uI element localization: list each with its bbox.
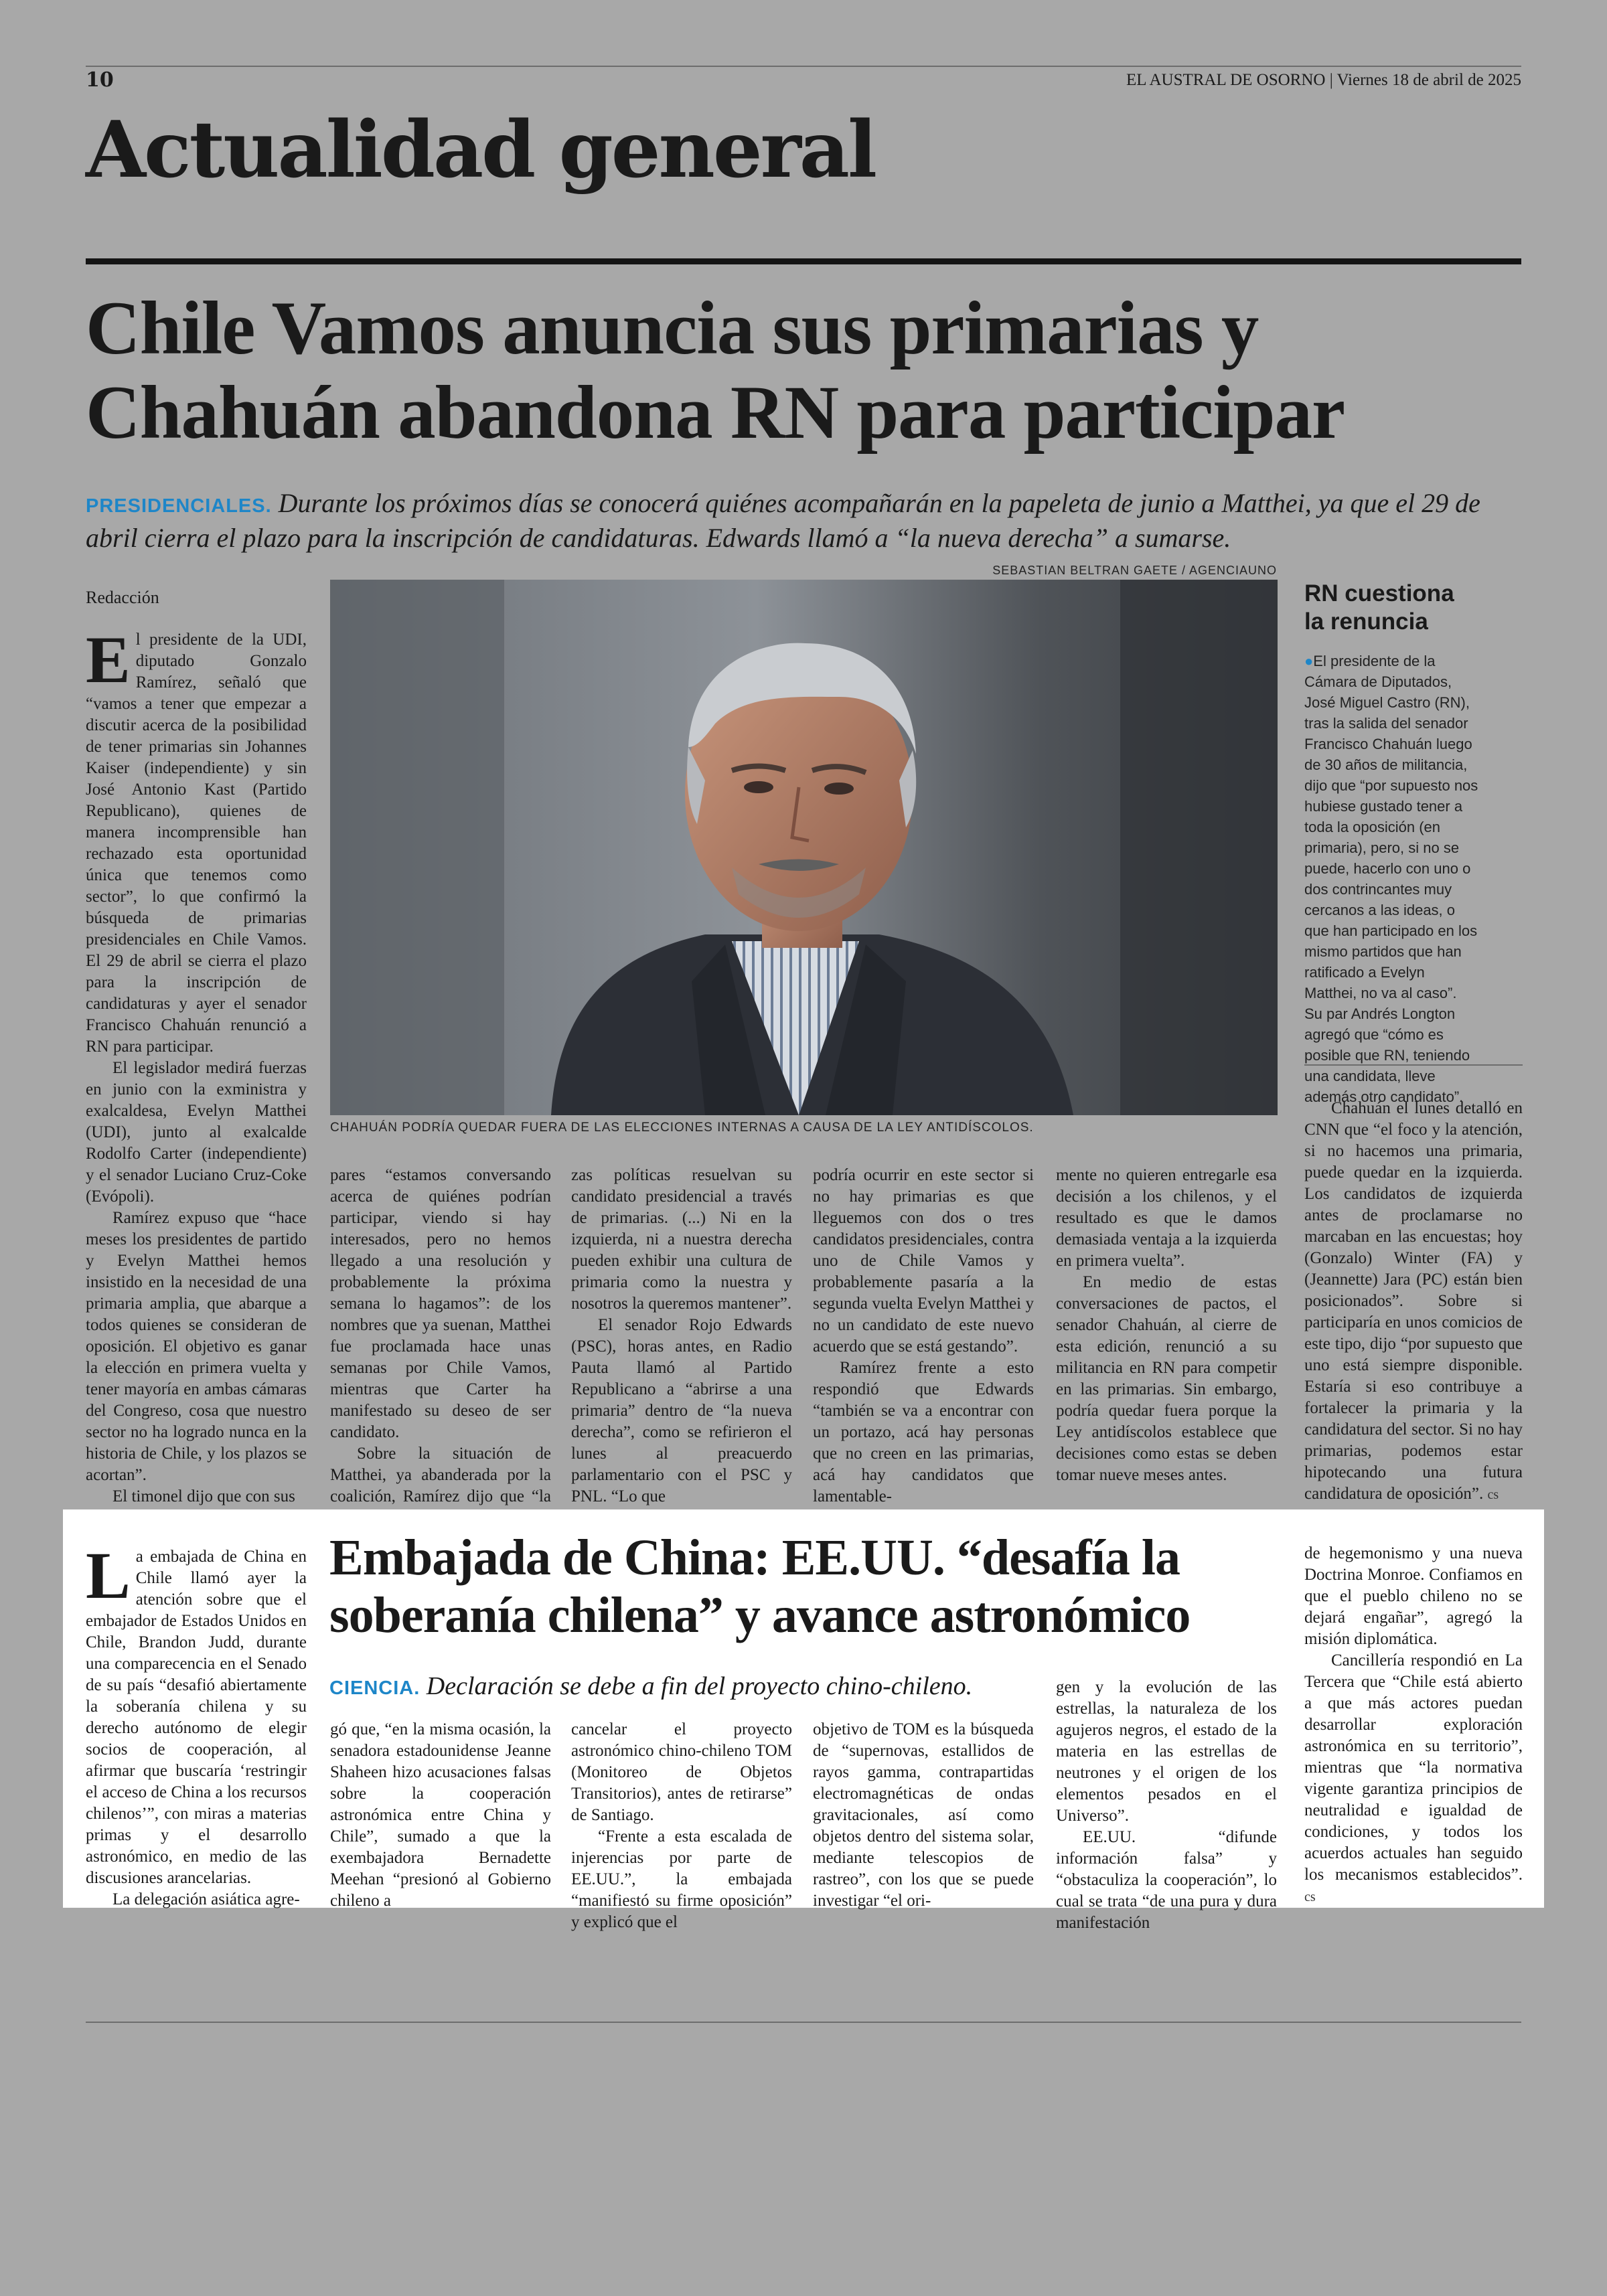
paragraph: mente no quieren entregarle esa decisión a los chilenos, y el resultado es que le damos demasiada ventaja a la izquierda en primera vuelta”.	[1056, 1166, 1277, 1270]
footer-rule	[86, 2022, 1521, 2023]
paragraph: l presidente de la UDI, diputado Gonzalo Ramírez, señaló que “vamos a tener que empezar a discutir acerca de la posibilidad de tener primarias sin Johannes Kaiser (independiente) y sin José Antonio Kast (Partido Republicano), quienes de manera incomprensible han rechazado esta oportunidad única que tenemos como sector”, lo que confirmó la búsqueda de primarias presidenciales en Chile Vamos. El 29 de abril se cierra el plazo para la inscripción de candidaturas y ayer el senador Francisco Chahuán renunció a RN para participar.	[86, 631, 307, 1056]
article-column-6	[1304, 1098, 1523, 1505]
page-number: 10	[86, 68, 114, 92]
byline: Redacción	[86, 588, 159, 607]
photo-chahuan	[330, 580, 1278, 1115]
article-deck	[86, 486, 1525, 556]
paragraph: Chahuán el lunes detalló en CNN que “el foco y la atención, si no hacemos una primaria, puede quedar en la izquierda. Los candidatos de izquierda antes de proclamarse no marcaban en las encuestas; hoy (Gonzalo) Winter (FA) y (Jeannette) Jara (PC) están bien posicionados”. Sobre si participaría en unos comicios de este tipo, dijo “por supuesto que uno está siempre disponible. Estaría si eso contribuye a fortalecer la primaria y la candidatura del sector. Si no hay primarias, podemos estar hipotecando una futura candidatura de oposición”. cs	[1304, 1099, 1523, 1503]
article-column-1	[86, 623, 307, 1507]
article-column-4	[813, 1165, 1034, 1507]
paragraph: gen y la evolución de las estrellas, la naturaleza de los agujeros negros, el estado de la materia en las estrellas de neutrones y el origen de los elementos pesados en el Universo”.	[1056, 1678, 1277, 1825]
section-title: Actualidad general	[86, 104, 876, 195]
china-column-4	[813, 1719, 1034, 1912]
drop-cap: L	[86, 1538, 131, 1613]
china-column-3	[571, 1719, 792, 1933]
china-column-1	[86, 1538, 307, 1910]
china-column-6	[1304, 1543, 1523, 1908]
drop-cap: E	[86, 623, 131, 697]
paragraph: cancelar el proyecto astronómico chino-chileno TOM (Monitoreo de Objetos Transitorios), antes de retirarse” de Santiago.	[571, 1720, 792, 1824]
sidebar-rule	[1304, 1064, 1523, 1066]
paragraph: “Frente a esta escalada de injerencias por parte de EE.UU.”, la embajada “manifiestó su firme oposición” y explicó que el	[571, 1827, 792, 1931]
deck-text: Durante los próximos días se conocerá quiénes acompañarán en la papeleta de junio a Matthei, ya que el 29 de abril cierra el plazo para la inscripción de candidaturas. Edwards llamó a “la nueva derecha” a sumarse.	[86, 488, 1480, 553]
paragraph: pares “estamos conversando acerca de quiénes podrían participar, viendo si hay interesados, pero no hemos llegado a una resolución y probablemente la próxima semana lo hagamos”: de los nombres que ya suenan, Matthei fue proclamada hace unas semanas por Chile Vamos, mientras que Carter ha manifestado su deseo de ser candidato.	[330, 1166, 551, 1441]
paragraph: Cancillería respondió en La Tercera que “Chile está abierto a que más actores puedan desarrollar exploración astronómica en su territorio”, mientras que “la normativa vigente garantiza principios de neutralidad e igualdad de condiciones, y todos los acuerdos actuales han seguido los mecanismos establecidos”. cs	[1304, 1651, 1523, 1904]
paragraph: Ramírez expuso que “hace meses los presidentes de partido y Evelyn Matthei hemos insistido en la necesidad de una primaria amplia, que abarque a todos quienes se consideran de oposición. El objetivo es ganar la elección en primera vuelta y tener mayoría en ambas cámaras del Congreso, cosa que nuestro sector no ha logrado nunca en la historia de Chile, y los plazos se acortan”.	[86, 1209, 307, 1484]
paragraph: objetivo de TOM es la búsqueda de “supernovas, estallidos de rayos gamma, contrapartidas electromagnéticas de ondas gravitacionales, así como objetos dentro del sistema solar, mediante telescopios de rastreo”, con los que se puede investigar “el ori-	[813, 1720, 1034, 1910]
paragraph: Sobre la situación de Matthei, ya abanderada por la coalición, Ramírez dijo que “la	[330, 1445, 551, 1505]
china-column-5	[1056, 1677, 1277, 1934]
china-deck	[329, 1671, 972, 1701]
china-deck-text: Declaración se debe a fin del proyecto chino-chileno.	[426, 1672, 973, 1700]
end-mark-icon: cs	[1487, 1487, 1499, 1502]
photo-caption: CHAHUÁN PODRÍA QUEDAR FUERA DE LAS ELECCIONES INTERNAS A CAUSA DE LA LEY ANTIDÍSCOLOS.	[330, 1121, 1034, 1135]
china-headline: Embajada de China: EE.UU. “desafía la soberanía chilena” y avance astronómico	[329, 1530, 1191, 1643]
masthead: EL AUSTRAL DE OSORNO | Viernes 18 de abril de 2025	[1126, 71, 1521, 89]
paragraph: El timonel dijo que con sus	[112, 1487, 295, 1505]
sidebar-text	[1304, 651, 1478, 1107]
article-column-5	[1056, 1165, 1277, 1486]
section-rule	[86, 258, 1521, 264]
article-photo	[330, 580, 1278, 1115]
end-mark-icon: cs	[1304, 1890, 1316, 1904]
paragraph: EE.UU. “difunde información falsa” y “obstaculiza la cooperación”, lo cual se trata “de una pura y dura manifestación	[1056, 1828, 1277, 1932]
paragraph: Ramírez frente a esto respondió que Edwards “también se va a encontrar con un portazo, acá hay personas que no creen en las primarias, acá hay candidatos que lamentable-	[813, 1359, 1034, 1505]
paragraph: El senador Rojo Edwards (PSC), horas antes, en Radio Pauta llamó al Partido Republicano a “abrirse a una primaria” dentro de “la nueva derecha”, como se refirieron el lunes al preacuerdo parlamentario con el PSC y PNL. “Lo que	[571, 1316, 792, 1505]
paragraph: En medio de estas conversaciones de pactos, el senador Chahuán, al cierre de esta edición, renunció a su militancia en RN para competir en las primarias. Sin embargo, podría quedar fuera porque la Ley antidíscolos establece que decisiones como estas se deben tomar nueve meses antes.	[1056, 1273, 1277, 1484]
paragraph: podría ocurrir en este sector si no hay primarias es que lleguemos con dos o tres candidatos presidenciales, contra uno de Chile Vamos y probablemente pasaría a la segunda vuelta Evelyn Matthei y no un candidato de este nuevo acuerdo que se está gestando”.	[813, 1166, 1034, 1356]
paragraph: El legislador medirá fuerzas en junio con la exministra y exalcaldesa, Evelyn Matthei (UDI), junto al exalcalde Rodolfo Carter (independiente) y el senador Luciano Cruz-Coke (Evópoli).	[86, 1059, 307, 1206]
paragraph: zas políticas resuelvan su candidato presidencial a través de primarias. (...) Ni en la izquierda, ni a nuestra derecha pueden exhibir una cultura de primaria como la nuestra y nosotros la queremos mantener”.	[571, 1166, 792, 1313]
article-column-3	[571, 1165, 792, 1507]
paragraph: gó que, “en la misma ocasión, la senadora estadounidense Jeanne Shaheen hizo acusaciones falsas sobre la cooperación astronómica entre China y Chile”, sumado a que la exembajadora Bernadette Meehan “presionó al Gobierno chileno a	[330, 1720, 551, 1910]
header-rule	[86, 66, 1521, 67]
headline: Chile Vamos anuncia sus primarias y Chahuán abandona RN para participar	[86, 286, 1345, 455]
china-column-2	[330, 1719, 551, 1912]
paragraph: de hegemonismo y una nueva Doctrina Monroe. Confiamos en que el pueblo chileno no se dejará engañar”, agregó la misión diplomática.	[1304, 1544, 1523, 1648]
article-column-2	[330, 1165, 551, 1529]
paragraph: a embajada de China en Chile llamó ayer la atención sobre que el embajador de Estados Unidos en Chile, Brandon Judd, durante una comparecencia en el Senado de su país “desafió abiertamente la soberanía chilena y su derecho autónomo de elegir socios de cooperación, al afirmar que buscaría ‘restringir el acceso de China a los recursos chilenos’”, con miras a materias primas y el desarrollo astronómico, en medio de las discusiones arancelarias.	[86, 1548, 307, 1887]
paragraph: La delegación asiática agre-	[112, 1890, 300, 1908]
sidebar-title: RN cuestiona la renuncia	[1304, 580, 1454, 635]
deck-kicker: PRESIDENCIALES.	[86, 495, 272, 517]
photo-credit: SEBASTIAN BELTRAN GAETE / AGENCIAUNO	[992, 564, 1277, 577]
china-kicker: CIENCIA.	[329, 1677, 420, 1699]
sidebar-paragraph: El presidente de la Cámara de Diputados, José Miguel Castro (RN), tras la salida del senador Francisco Chahuán luego de 30 años de militancia, dijo que “por supuesto nos hubiese gustado tener a toda la oposición (en primaria), pero, si no se puede, hacerlo con uno o dos contrincantes muy cercanos a las ideas, o que han participado en los mismo partidos que han ratificado a Evelyn Matthei, no va al caso”. Su par Andrés Longton agregó que “cómo es posible que RN, teniendo una candidata, lleve además otro candidato”.	[1304, 653, 1478, 1105]
bullet-icon: ●	[1304, 653, 1314, 669]
